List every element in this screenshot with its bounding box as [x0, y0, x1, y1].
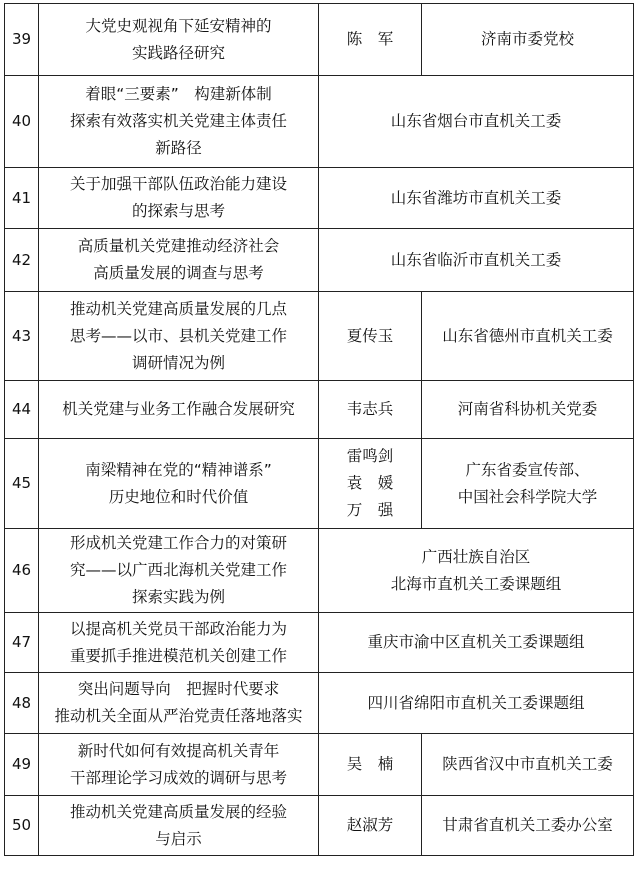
- paper-title: [39, 229, 319, 292]
- paper-title-line: 突出问题导向 把握时代要求: [77, 680, 280, 698]
- paper-title-line: 高质量发展的调查与思考: [93, 264, 264, 282]
- table-row: [5, 673, 634, 734]
- paper-title-line: 的探索与思考: [131, 202, 225, 220]
- paper-title-line: 形成机关党建工作合力的对策研: [69, 534, 287, 552]
- paper-title-line: 推动机关全面从严治党责任落地落实: [54, 707, 303, 725]
- author-line: 韦志兵: [346, 400, 394, 418]
- organization: [422, 381, 634, 439]
- paper-title: [39, 529, 319, 613]
- table-row: [5, 229, 634, 292]
- table-row: [5, 529, 634, 613]
- paper-title: [39, 796, 319, 856]
- organization-line: 陕西省汉中市直机关工委: [442, 755, 613, 773]
- paper-title-line: 高质量机关党建推动经济社会: [77, 237, 280, 255]
- organization-line: 四川省绵阳市直机关工委课题组: [367, 693, 585, 712]
- author-line: 万 强: [346, 501, 394, 519]
- author: [319, 381, 422, 439]
- paper-title-line: 思考——以市、县机关党建工作: [69, 326, 287, 345]
- organization: [422, 292, 634, 381]
- row-number: 44: [5, 381, 39, 439]
- organization-line: 山东省德州市直机关工委: [442, 326, 613, 345]
- organization-line: 广东省委宣传部、: [465, 460, 590, 479]
- organization: [422, 4, 634, 76]
- author: [319, 734, 422, 796]
- paper-title-line: 大党史观视角下延安精神的: [85, 16, 272, 35]
- paper-title-line: 推动机关党建高质量发展的几点: [69, 299, 287, 318]
- author: [319, 292, 422, 381]
- author-line: 夏传玉: [346, 326, 394, 345]
- author: [319, 4, 422, 76]
- paper-title-line: 推动机关党建高质量发展的经验: [69, 802, 287, 821]
- organization: [422, 734, 634, 796]
- paper-title-line: 关于加强干部队伍政治能力建设: [69, 175, 287, 193]
- author-line: 袁 媛: [346, 474, 394, 492]
- author-line: 吴 楠: [346, 755, 394, 773]
- paper-title: [39, 439, 319, 529]
- paper-title-line: 以提高机关党员干部政治能力为: [69, 619, 287, 638]
- organization: [319, 76, 634, 168]
- table-row: [5, 381, 634, 439]
- row-number: 50: [5, 796, 39, 856]
- papers-table: [4, 3, 634, 856]
- paper-title: [39, 613, 319, 673]
- table-row: [5, 613, 634, 673]
- paper-title-line: 探索实践为例: [131, 588, 225, 606]
- row-number: 42: [5, 229, 39, 292]
- row-number: 41: [5, 168, 39, 229]
- row-number: 47: [5, 613, 39, 673]
- organization-line: 甘肃省直机关工委办公室: [442, 816, 613, 834]
- row-number: 43: [5, 292, 39, 381]
- paper-title-line: 究——以广西北海机关党建工作: [69, 561, 287, 579]
- organization-line: 北海市直机关工委课题组: [390, 574, 562, 593]
- organization: [422, 796, 634, 856]
- organization-line: 河南省科协机关党委: [457, 400, 598, 418]
- row-number: 46: [5, 529, 39, 613]
- paper-title-line: 调研情况为例: [131, 353, 225, 372]
- organization: [319, 168, 634, 229]
- papers-table-body: [5, 4, 634, 856]
- paper-title-line: 南梁精神在党的“精神谱系”: [85, 460, 272, 479]
- organization: [422, 439, 634, 529]
- organization: [319, 673, 634, 734]
- author-line: 陈 军: [346, 30, 394, 48]
- organization: [319, 229, 634, 292]
- organization: [319, 529, 634, 613]
- paper-title-line: 新时代如何有效提高机关青年: [77, 741, 280, 760]
- author: [319, 796, 422, 856]
- organization-line: 中国社会科学院大学: [457, 487, 598, 506]
- author: [319, 439, 422, 529]
- paper-title: [39, 734, 319, 796]
- paper-title-line: 重要抓手推进模范机关创建工作: [69, 646, 287, 665]
- row-number: 40: [5, 76, 39, 168]
- author-line: 赵淑芳: [346, 816, 394, 834]
- row-number: 39: [5, 4, 39, 76]
- table-row: [5, 76, 634, 168]
- organization-line: 广西壮族自治区: [421, 547, 531, 566]
- paper-title-line: 干部理论学习成效的调研与思考: [69, 768, 287, 787]
- paper-title: [39, 76, 319, 168]
- paper-title-line: 与启示: [155, 829, 202, 848]
- author-line: 雷鸣剑: [346, 447, 394, 465]
- table-row: [5, 168, 634, 229]
- paper-title-line: 新路径: [155, 139, 202, 157]
- row-number: 49: [5, 734, 39, 796]
- table-row: [5, 4, 634, 76]
- paper-title: [39, 168, 319, 229]
- organization-line: 山东省临沂市直机关工委: [390, 250, 562, 269]
- paper-title: [39, 292, 319, 381]
- row-number: 48: [5, 673, 39, 734]
- paper-title-line: 着眼“三要素” 构建新体制: [85, 85, 272, 103]
- organization: [319, 613, 634, 673]
- organization-line: 山东省潍坊市直机关工委: [390, 188, 562, 207]
- organization-line: 山东省烟台市直机关工委: [390, 112, 562, 130]
- paper-title-line: 实践路径研究: [131, 43, 225, 62]
- paper-title-line: 机关党建与业务工作融合发展研究: [62, 400, 295, 418]
- paper-title: [39, 673, 319, 734]
- organization-line: 济南市委党校: [480, 30, 574, 48]
- paper-title-line: 探索有效落实机关党建主体责任: [69, 112, 287, 130]
- paper-title: [39, 4, 319, 76]
- organization-line: 重庆市渝中区直机关工委课题组: [367, 633, 585, 651]
- paper-title-line: 历史地位和时代价值: [108, 487, 249, 506]
- table-row: [5, 734, 634, 796]
- table-row: [5, 796, 634, 856]
- table-row: [5, 292, 634, 381]
- table-row: [5, 439, 634, 529]
- paper-title: [39, 381, 319, 439]
- row-number: 45: [5, 439, 39, 529]
